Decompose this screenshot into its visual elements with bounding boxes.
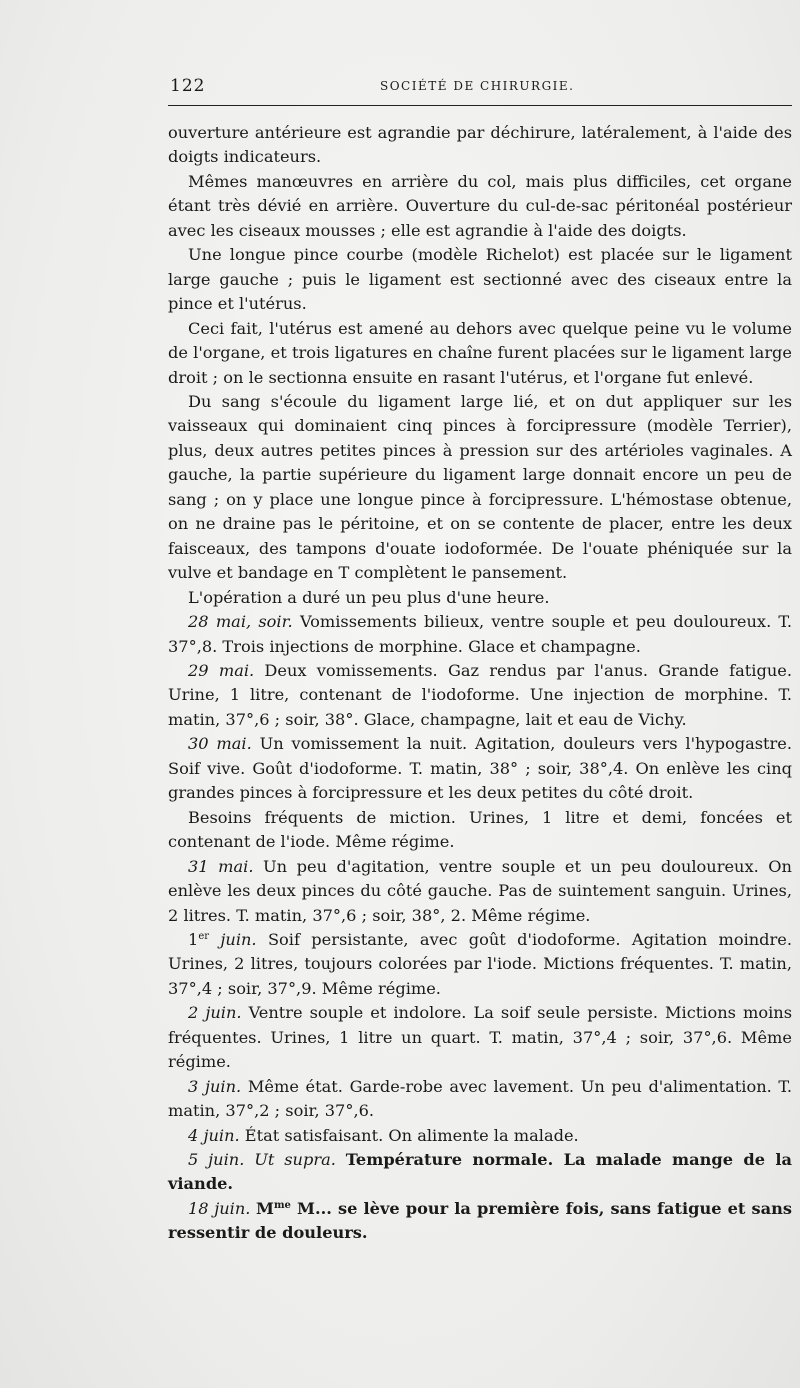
paragraph-1: ouverture antérieure est agrandie par déchirure, latéralement, à l'aide des doigts indicateurs.	[168, 123, 792, 167]
entry-2-juin: 2 juin. Ventre souple et indolore. La soif seule persiste. Mictions moins fréquentes. Urines, 1 litre un quart. T. matin, 37°,4 ; soir, 37°,6. Même régime.	[168, 1003, 792, 1072]
entry-date: 18 juin.	[188, 1198, 251, 1218]
entry-28-mai: 28 mai, soir. Vomissements bilieux, ventre souple et peu douloureux. T. 37°,8. Trois injections de morphine. Glace et champagne.	[168, 612, 792, 656]
paragraph-3: Une longue pince courbe (modèle Richelot) est placée sur le ligament large gauche ; puis le ligament est sectionné avec des ciseaux entre la pince et l'utérus.	[168, 245, 792, 314]
entry-30-mai: 30 mai. Un vomissement la nuit. Agitation, douleurs vers l'hypogastre. Soif vive. Goût d'iodoforme. T. matin, 38° ; soir, 38°,4. On enlève les cinq grandes pinces à forcipressure et les deux petites du côté droit.	[168, 734, 792, 803]
paragraph-besoins: Besoins fréquents de miction. Urines, 1 litre et demi, foncées et contenant de l'iode. Même régime.	[168, 807, 792, 852]
entry-date: 30 mai.	[188, 734, 252, 754]
running-head: SOCIÉTÉ DE CHIRURGIE.	[380, 79, 575, 93]
page-header	[170, 76, 792, 98]
header-rule	[168, 105, 792, 106]
paragraph-6: L'opération a duré un peu plus d'une heure.	[188, 587, 550, 607]
entry-date: 4 juin.	[188, 1125, 240, 1145]
page-number: 122	[170, 76, 206, 96]
entry-5-juin: 5 juin. Ut supra. Température normale. La malade mange de la viande.	[168, 1150, 792, 1194]
paragraph-2: Mêmes manœuvres en arrière du col, mais plus difficiles, cet organe étant très dévié en arrière. Ouverture du cul-de-sac péritonéal postérieur avec les ciseaux mousses ; elle est agrandie à l'aide des doigts.	[168, 171, 792, 240]
paragraph-4: Ceci fait, l'utérus est amené au dehors avec quelque peine vu le volume de l'organe, et trois ligatures en chaîne furent placées sur le ligament large droit ; on le sectionna ensuite en rasant l'utérus, et l'organe fut enlevé.	[168, 318, 792, 387]
entry-date: 31 mai.	[188, 856, 254, 876]
entry-1er-juin: 1er juin. Soif persistante, avec goût d'iodoforme. Agitation moindre. Urines, 2 litres, toujours colorées par l'iode. Mictions fréquentes. T. matin, 37°,4 ; soir, 37°,9. Même régime.	[168, 929, 792, 998]
paragraph-5: Du sang s'écoule du ligament large lié, et on dut appliquer sur les vaisseaux qui dominaient cinq pinces à forcipressure (modèle Terrier), plus, deux autres petites pinces à pression sur des artérioles vaginales. A gauche, la partie supérieure du ligament large donnait encore un peu de sang ; on y place une longue pince à forcipressure. L'hémostase obtenue, on ne draine pas le péritoine, et on se contente de placer, entre les deux faisceaux, des tampons d'ouate iodoformée. De l'ouate phéniquée sur la vulve et bandage en T complètent le pansement.	[168, 391, 792, 583]
entry-date: 29 mai.	[188, 660, 255, 680]
entry-4-juin: 4 juin. État satisfaisant. On alimente la malade.	[188, 1125, 579, 1145]
entry-31-mai: 31 mai. Un peu d'agitation, ventre souple et un peu douloureux. On enlève les deux pinces du côté gauche. Pas de suintement sanguin. Urines, 2 litres. T. matin, 37°,6 ; soir, 38°, 2. Même régime.	[168, 856, 792, 925]
entry-29-mai: 29 mai. Deux vomissements. Gaz rendus par l'anus. Grande fatigue. Urine, 1 litre, contenant de l'iodoforme. Une injection de morphine. T. matin, 37°,6 ; soir, 38°. Glace, champagne, lait et eau de Vichy.	[168, 660, 792, 729]
entry-date: 2 juin.	[188, 1003, 242, 1023]
body-text	[168, 121, 792, 1246]
entry-date: 28 mai, soir.	[188, 612, 293, 632]
entry-date: juin.	[209, 929, 257, 949]
entry-18-juin: 18 juin. $M^{me}$ M... se lève pour la première fois, sans fatigue et sans ressentir de douleurs.	[168, 1198, 792, 1243]
entry-date: 3 juin.	[188, 1076, 242, 1096]
entry-date: 5 juin.	[188, 1150, 245, 1170]
entry-3-juin: 3 juin. Même état. Garde-robe avec lavement. Un peu d'alimentation. T. matin, 37°,2 ; soir, 37°,6.	[168, 1076, 792, 1121]
